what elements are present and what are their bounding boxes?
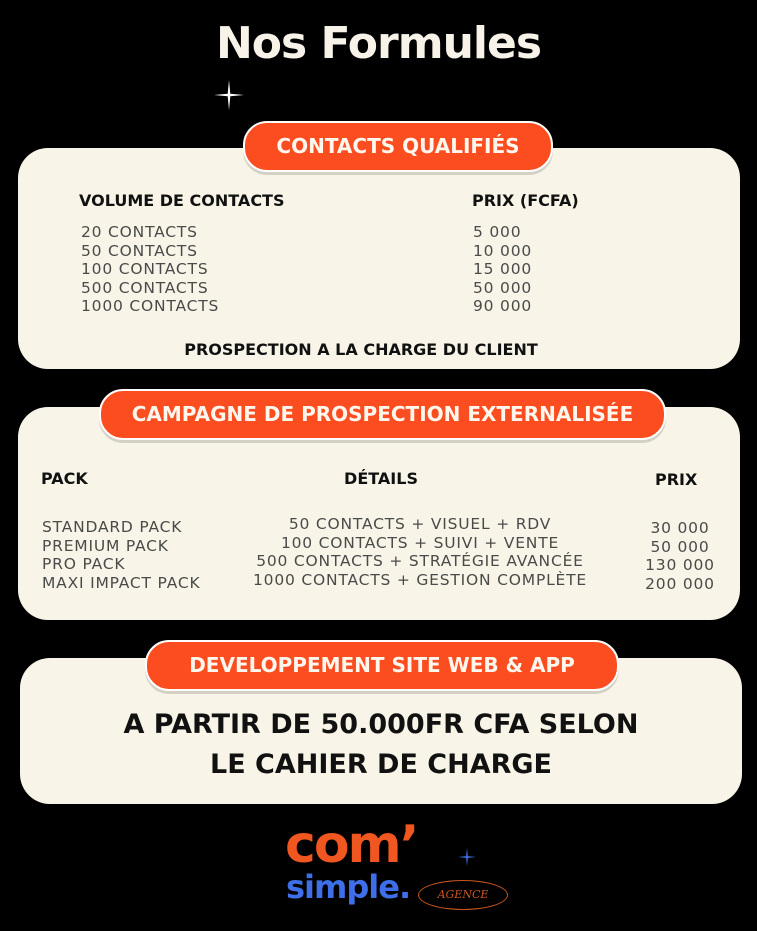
logo-simple: simple. bbox=[286, 868, 411, 906]
list-item: 100 CONTACTS bbox=[81, 260, 209, 278]
list-item: 50 000 bbox=[650, 537, 710, 556]
list-item: 100 CONTACTS + SUIVI + VENTE bbox=[280, 533, 560, 552]
list-item: PREMIUM PACK bbox=[42, 536, 169, 555]
pack-header: PACK bbox=[41, 469, 88, 488]
price-list bbox=[473, 223, 532, 316]
list-item: 1000 CONTACTS + GESTION COMPLÈTE bbox=[253, 570, 587, 589]
logo-com: com’ bbox=[285, 815, 418, 875]
volume-header: VOLUME DE CONTACTS bbox=[79, 191, 285, 210]
pack-price-list bbox=[640, 519, 720, 593]
list-item: PRO PACK bbox=[42, 555, 126, 573]
volume-list bbox=[81, 223, 219, 316]
list-item: 1000 CONTACTS bbox=[81, 297, 220, 315]
webdev-badge: DEVELOPPEMENT SITE WEB & APP bbox=[145, 640, 619, 691]
list-item: 50 CONTACTS + VISUEL + RDV bbox=[288, 515, 552, 533]
webdev-line-1: A PARTIR DE 50.000FR CFA SELON bbox=[123, 709, 639, 740]
webdev-line-2: LE CAHIER DE CHARGE bbox=[210, 749, 552, 780]
list-item: 500 CONTACTS bbox=[81, 278, 209, 297]
campaign-badge: CAMPAGNE DE PROSPECTION EXTERNALISÉE bbox=[99, 389, 666, 440]
list-item: 5 000 bbox=[473, 223, 522, 241]
list-item: 30 000 bbox=[650, 519, 710, 537]
sparkle-icon bbox=[458, 848, 476, 866]
list-item: 10 000 bbox=[473, 241, 533, 260]
list-item: 200 000 bbox=[645, 574, 715, 593]
logo-agence-tag: AGENCE bbox=[418, 880, 508, 910]
list-item: 50 CONTACTS bbox=[81, 241, 198, 260]
list-item: 50 000 bbox=[473, 278, 533, 297]
list-item: STANDARD PACK bbox=[42, 518, 183, 536]
list-item: 130 000 bbox=[645, 556, 715, 574]
webdev-price-text bbox=[20, 705, 742, 785]
contacts-badge: CONTACTS QUALIFIÉS bbox=[243, 121, 553, 172]
list-item: 20 CONTACTS bbox=[81, 223, 198, 241]
price-header: PRIX (FCFA) bbox=[472, 191, 579, 210]
details-list bbox=[240, 515, 600, 589]
details-header: DÉTAILS bbox=[344, 469, 418, 488]
list-item: 500 CONTACTS + STRATÉGIE AVANCÉE bbox=[256, 552, 584, 570]
contacts-footer-note: PROSPECTION A LA CHARGE DU CLIENT bbox=[184, 340, 538, 359]
pack-list bbox=[42, 518, 200, 592]
list-item: 15 000 bbox=[473, 260, 533, 278]
prix-header: PRIX bbox=[655, 470, 698, 489]
list-item: MAXI IMPACT PACK bbox=[42, 573, 201, 592]
list-item: 90 000 bbox=[473, 297, 533, 315]
page-title: Nos Formules bbox=[215, 18, 542, 69]
sparkle-icon bbox=[214, 80, 244, 110]
